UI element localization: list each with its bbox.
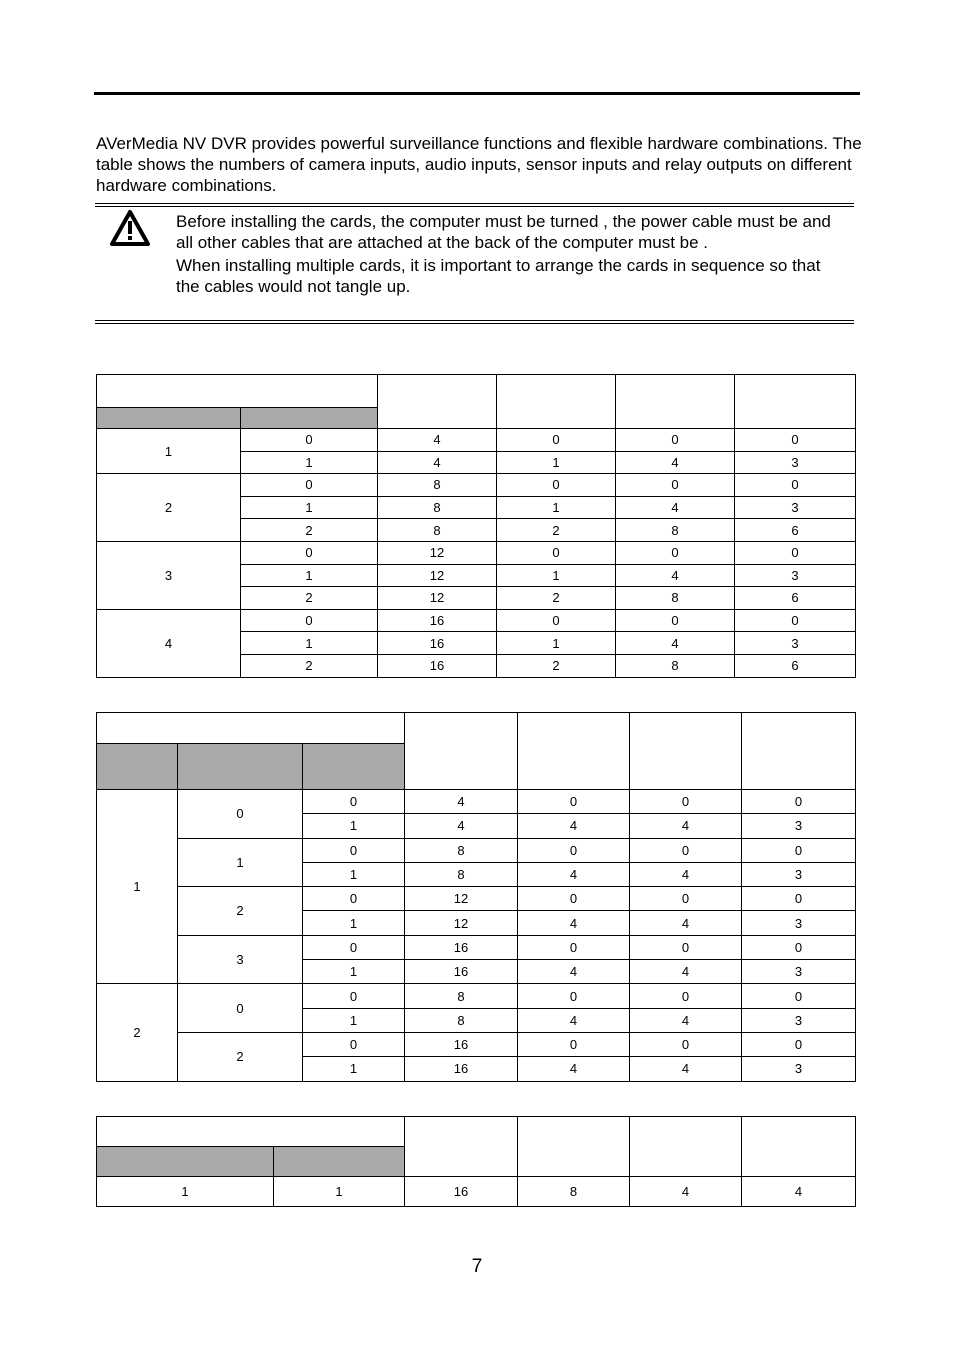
table-row	[97, 935, 856, 959]
table1-cell: 2	[241, 654, 378, 677]
table3-header-col	[742, 1117, 856, 1177]
table2-header-col	[630, 713, 742, 790]
table-row	[97, 429, 856, 452]
table2-header-col	[518, 713, 630, 790]
table1-cell: 3	[735, 564, 856, 587]
table1-cell: 8	[616, 654, 735, 677]
table1-group-cell: 4	[97, 609, 241, 677]
combination-table-2	[96, 712, 856, 1082]
table2-cell: 4	[630, 814, 742, 838]
table2-cell: 1	[303, 862, 405, 886]
table1-cell: 6	[735, 519, 856, 542]
table2-cell: 0	[742, 935, 856, 959]
table2-cell: 0	[518, 1032, 630, 1056]
table1-cell: 2	[497, 519, 616, 542]
table2-group-cell: 2	[97, 984, 178, 1081]
table2-subgroup-cell: 3	[178, 935, 303, 984]
table2-cell: 0	[630, 1032, 742, 1056]
table2-cell: 3	[742, 1057, 856, 1081]
table1-cell: 2	[497, 587, 616, 610]
table1-cell: 8	[378, 474, 497, 497]
table2-header-col	[405, 713, 518, 790]
table2-subheader	[303, 744, 405, 790]
table1-cell: 8	[616, 519, 735, 542]
table1-cell: 0	[616, 474, 735, 497]
table2-cell: 0	[303, 984, 405, 1008]
table1-cell: 0	[241, 609, 378, 632]
table2-cell: 4	[518, 862, 630, 886]
table2-cell: 0	[630, 984, 742, 1008]
table-row	[97, 474, 856, 497]
table1-cell: 6	[735, 654, 856, 677]
table2-cell: 8	[405, 984, 518, 1008]
table3-subheader	[97, 1147, 274, 1177]
table2-cell: 1	[303, 1008, 405, 1032]
table-row	[97, 541, 856, 564]
table3-cell: 16	[405, 1177, 518, 1207]
table1-cell: 6	[735, 587, 856, 610]
table1-cell: 0	[497, 429, 616, 452]
table2-cell: 0	[518, 935, 630, 959]
intro-paragraph: AVerMedia NV DVR provides powerful surveillance functions and flexible hardware combinations. The table shows the numbers of camera inputs, audio inputs, sensor inputs and relay outputs on different hardware combinations.	[96, 134, 862, 195]
table3-cell: 8	[518, 1177, 630, 1207]
table1-cell: 0	[616, 429, 735, 452]
table1-cell: 16	[378, 609, 497, 632]
table3-cell: 1	[97, 1177, 274, 1207]
table1-cell: 0	[497, 474, 616, 497]
table3-header-col	[405, 1117, 518, 1177]
table1-cell: 1	[497, 451, 616, 474]
table2-group-cell: 1	[97, 790, 178, 984]
combination-table-1	[96, 374, 856, 678]
table3-cell: 4	[630, 1177, 742, 1207]
table2-cell: 8	[405, 1008, 518, 1032]
table2-cell: 1	[303, 1057, 405, 1081]
warning-top-rule-2	[95, 206, 854, 207]
table2-cell: 1	[303, 814, 405, 838]
table2-cell: 8	[405, 862, 518, 886]
table1-cell: 1	[241, 496, 378, 519]
warning-line-1: Before installing the cards, the computer must be turned , the power cable must be and all other cables that are attached at the back of the computer must be .	[176, 212, 831, 252]
table2-cell: 4	[518, 911, 630, 935]
table1-group-cell: 1	[97, 429, 241, 474]
table2-subheader	[97, 744, 178, 790]
warning-top-rule	[95, 203, 854, 204]
table1-cell: 8	[378, 519, 497, 542]
table2-cell: 16	[405, 1032, 518, 1056]
table2-header-col	[742, 713, 856, 790]
table1-cell: 4	[616, 632, 735, 655]
warning-box	[95, 203, 854, 323]
table1-cell: 1	[241, 632, 378, 655]
warning-text	[176, 211, 846, 297]
table1-cell: 12	[378, 587, 497, 610]
table2-subgroup-cell: 1	[178, 838, 303, 887]
table1-cell: 3	[735, 632, 856, 655]
table2-cell: 4	[518, 1057, 630, 1081]
table2-cell: 0	[518, 838, 630, 862]
table-row	[97, 1032, 856, 1056]
table-row	[97, 887, 856, 911]
table1-cell: 4	[378, 429, 497, 452]
table2-subgroup-cell: 0	[178, 984, 303, 1033]
table1-cell: 12	[378, 564, 497, 587]
warning-bottom-rule-2	[95, 323, 854, 324]
table-row	[97, 1177, 856, 1207]
table1-cell: 2	[497, 654, 616, 677]
table1-cell: 8	[378, 496, 497, 519]
warning-triangle-icon	[109, 209, 151, 247]
table1-cell: 2	[241, 519, 378, 542]
table-row	[97, 790, 856, 814]
table3-cell: 4	[742, 1177, 856, 1207]
table1-cell: 1	[241, 451, 378, 474]
table1-cell: 0	[735, 609, 856, 632]
table1-header-col	[735, 375, 856, 429]
table1-cell: 4	[616, 564, 735, 587]
table2-cell: 0	[742, 887, 856, 911]
table2-cell: 0	[303, 838, 405, 862]
table2-cell: 0	[630, 935, 742, 959]
table3-header-col	[630, 1117, 742, 1177]
table2-cell: 0	[630, 838, 742, 862]
table1-header-col	[497, 375, 616, 429]
table1-cell: 1	[497, 632, 616, 655]
table1-cell: 1	[497, 564, 616, 587]
table2-cell: 0	[518, 790, 630, 814]
table2-subgroup-cell: 2	[178, 1032, 303, 1081]
table2-cell: 4	[630, 1008, 742, 1032]
table2-cell: 4	[518, 1008, 630, 1032]
table2-cell: 0	[630, 790, 742, 814]
table2-cell: 4	[630, 862, 742, 886]
table2-cell: 3	[742, 911, 856, 935]
table2-subgroup-cell: 0	[178, 790, 303, 839]
table2-cell: 16	[405, 935, 518, 959]
table2-cell: 4	[405, 790, 518, 814]
table1-cell: 0	[241, 474, 378, 497]
warning-bottom-rule	[95, 320, 854, 321]
table2-cell: 1	[303, 911, 405, 935]
table1-subheader	[97, 408, 241, 429]
table2-cell: 4	[518, 960, 630, 984]
table2-cell: 8	[405, 838, 518, 862]
table1-cell: 0	[241, 429, 378, 452]
table2-cell: 12	[405, 887, 518, 911]
table2-cell: 0	[518, 984, 630, 1008]
table2-cell: 3	[742, 862, 856, 886]
table1-cell: 16	[378, 632, 497, 655]
table2-cell: 0	[742, 984, 856, 1008]
table2-cell: 3	[742, 960, 856, 984]
table2-cell: 3	[742, 1008, 856, 1032]
table1-cell: 2	[241, 587, 378, 610]
table1-cell: 12	[378, 541, 497, 564]
table2-cell: 4	[518, 814, 630, 838]
top-rule	[94, 92, 860, 95]
table2-cell: 0	[303, 935, 405, 959]
table1-cell: 0	[616, 541, 735, 564]
table1-header-group	[97, 375, 378, 408]
table2-cell: 0	[303, 887, 405, 911]
table-row	[97, 609, 856, 632]
table-row	[97, 838, 856, 862]
warning-line-2: When installing multiple cards, it is important to arrange the cards in sequence so that the cables would not tangle up.	[176, 256, 821, 296]
table2-cell: 0	[303, 1032, 405, 1056]
page-number: 7	[471, 1256, 483, 1277]
table2-cell: 0	[303, 790, 405, 814]
table3-header-col	[518, 1117, 630, 1177]
table1-cell: 4	[616, 496, 735, 519]
table1-cell: 16	[378, 654, 497, 677]
table2-subgroup-cell: 2	[178, 887, 303, 936]
table2-cell: 3	[742, 814, 856, 838]
table1-header-col	[378, 375, 497, 429]
table2-cell: 16	[405, 960, 518, 984]
table1-cell: 8	[616, 587, 735, 610]
table3-cell: 1	[274, 1177, 405, 1207]
table2-cell: 1	[303, 960, 405, 984]
table1-cell: 0	[241, 541, 378, 564]
table1-cell: 0	[735, 474, 856, 497]
table3-subheader	[274, 1147, 405, 1177]
table2-cell: 4	[630, 911, 742, 935]
table1-cell: 4	[616, 451, 735, 474]
table1-cell: 0	[735, 429, 856, 452]
table2-cell: 12	[405, 911, 518, 935]
table1-cell: 4	[378, 451, 497, 474]
table1-cell: 3	[735, 451, 856, 474]
table2-cell: 4	[630, 960, 742, 984]
table1-group-cell: 3	[97, 541, 241, 609]
table2-cell: 4	[405, 814, 518, 838]
table1-cell: 1	[497, 496, 616, 519]
table2-cell: 16	[405, 1057, 518, 1081]
table2-cell: 0	[742, 1032, 856, 1056]
table2-subheader	[178, 744, 303, 790]
table2-cell: 0	[630, 887, 742, 911]
table1-cell: 0	[735, 541, 856, 564]
table3-header-group	[97, 1117, 405, 1147]
table1-cell: 0	[497, 541, 616, 564]
table2-cell: 4	[630, 1057, 742, 1081]
table2-cell: 0	[742, 838, 856, 862]
table1-cell: 3	[735, 496, 856, 519]
combination-table-3	[96, 1116, 856, 1207]
table2-cell: 0	[742, 790, 856, 814]
table1-header-col	[616, 375, 735, 429]
table2-cell: 0	[518, 887, 630, 911]
table1-cell: 1	[241, 564, 378, 587]
table1-group-cell: 2	[97, 474, 241, 542]
table-row	[97, 984, 856, 1008]
table1-cell: 0	[616, 609, 735, 632]
table1-cell: 0	[497, 609, 616, 632]
table2-header-group	[97, 713, 405, 744]
table1-subheader	[241, 408, 378, 429]
